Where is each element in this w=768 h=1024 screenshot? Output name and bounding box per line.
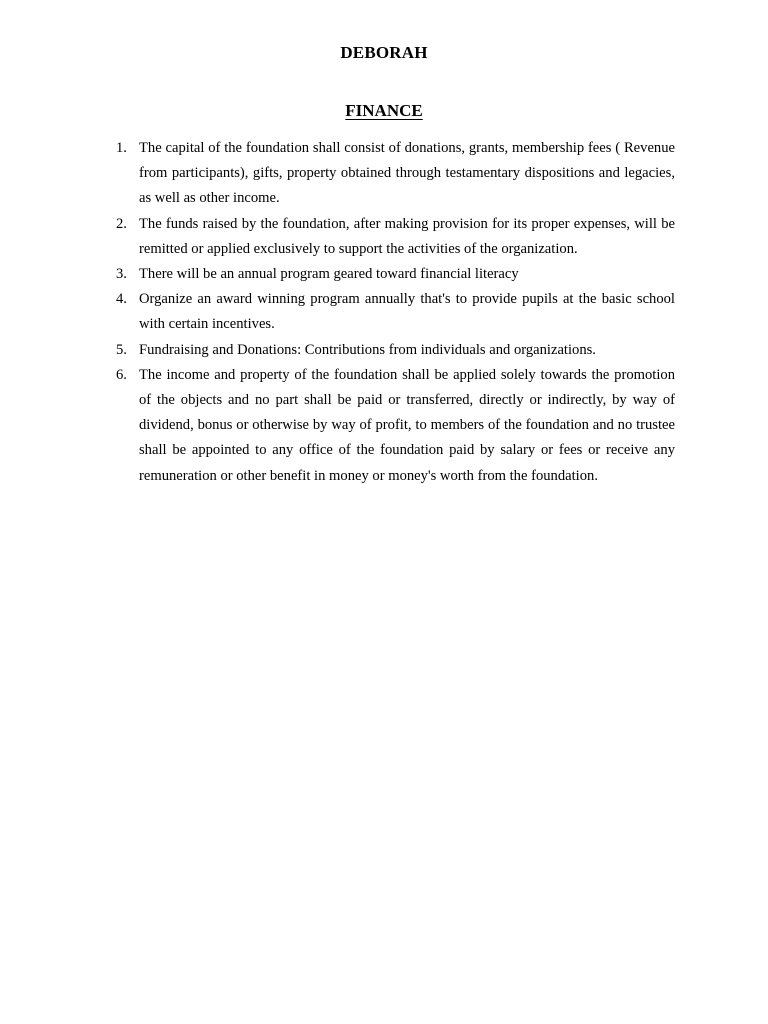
section-heading-text: FINANCE: [345, 101, 423, 120]
list-item-number: 2.: [116, 215, 127, 232]
list-item: [113, 338, 675, 363]
list-item-number: 3.: [116, 266, 127, 283]
list-item-text: The funds raised by the foundation, after making provision for its proper expenses, will be remitted or applied exclusively to support the activities of the organization.: [139, 215, 675, 257]
finance-list: [113, 136, 675, 489]
list-item-text: There will be an annual program geared toward financial literacy: [139, 266, 519, 283]
section-heading: [0, 101, 768, 121]
list-item-text: Fundraising and Donations: Contributions from individuals and organizations.: [139, 341, 596, 358]
list-item: [113, 136, 675, 212]
list-item-text: The income and property of the foundation shall be applied solely towards the promotion of the objects and no part shall be paid or transferred, directly or indirectly, by way of dividend, bonus or otherwise by way of profit, to members of the foundation and no trustee shall be appointed to any office of the foundation paid by salary or fees or receive any remuneration or other benefit in money or money's worth from the foundation.: [139, 366, 675, 484]
document-title: DEBORAH: [340, 43, 428, 62]
list-item-number: 1.: [116, 140, 127, 156]
list-item: [113, 287, 675, 337]
list-item-number: 6.: [116, 366, 127, 383]
list-item: [113, 262, 675, 287]
list-item: [113, 363, 675, 489]
list-item: [113, 212, 675, 262]
list-item-text: Organize an award winning program annually that's to provide pupils at the basic school with certain incentives.: [139, 291, 675, 333]
list-item-text: The capital of the foundation shall consist of donations, grants, membership fees ( Revenue from participants), gifts, property obtained through testamentary dispositions and legacies, as well as other income.: [139, 140, 675, 207]
list-item-number: 5.: [116, 341, 127, 358]
list-item-number: 4.: [116, 291, 127, 308]
